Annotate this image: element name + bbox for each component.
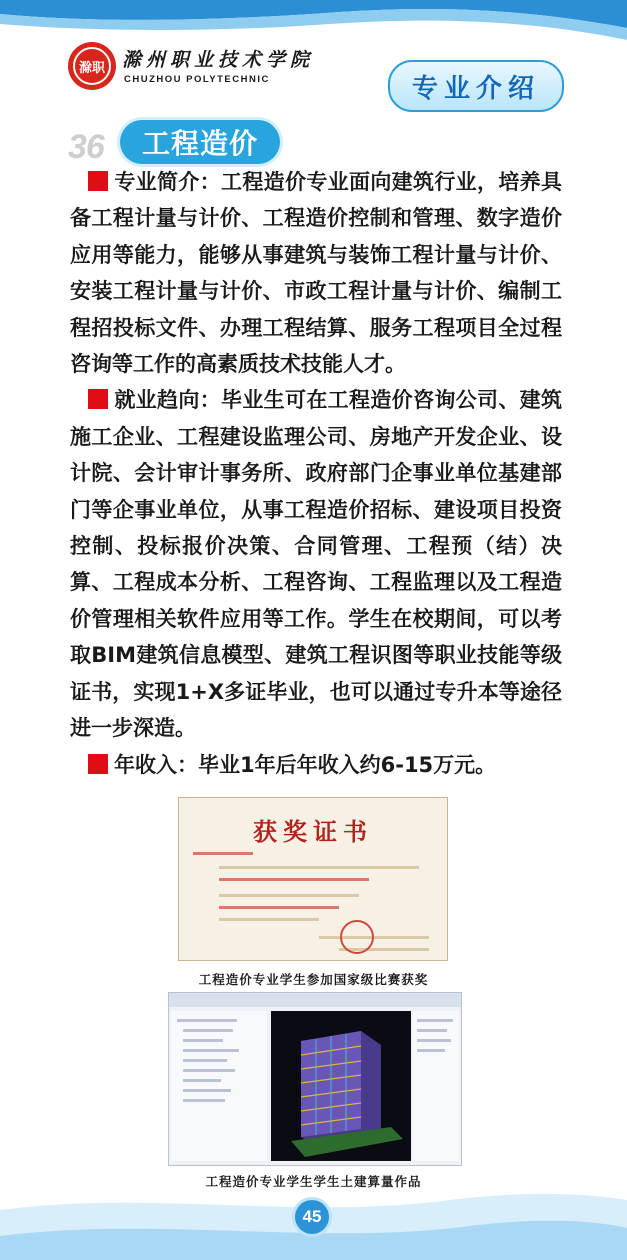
building-model-icon [271,1011,411,1161]
career-text: 毕业生可在工程造价咨询公司、建筑施工企业、工程建设监理公司、房地产开发企业、设计院、会计审计事务所、政府部门企事业单位基建部门等企事业单位，从事工程造价招标、建设项目投资控制、投标报价决策、合同管理、工程预（结）决算、工程成本分析、工程咨询、工程监理以及工程造价管理相关软件应用等工作。学生在校期间，可以考取BIM建筑信息模型、建筑工程识图等职业技能等级证书，实现1+X多证毕业，也可以通过专升本等途径进一步深造。 [70,388,562,741]
certificate-text-line [193,852,253,855]
school-name-en: CHUZHOU POLYTECHNIC [124,74,270,85]
certificate-caption: 工程造价专业学生参加国家级比赛获奖 [198,972,429,987]
income-label: 年收入： [114,752,198,777]
software-toolbar [169,993,461,1007]
income-text: 毕业1年后年收入约6-15万元。 [198,752,497,777]
building-3d-view [271,1011,411,1161]
career-paragraph [70,382,562,746]
major-number: 36 [68,128,104,166]
intro-paragraph [70,164,562,382]
certificate-text-line [219,918,319,921]
intro-text: 工程造价专业面向建筑行业，培养具备工程计量与计价、工程造价控制和管理、数字造价应用等能力，能够从事建筑与装饰工程计量与计价、安装工程计量与计价、市政工程计量与计价、编制工程招投标文件、办理工程结算、服务工程项目全过程咨询等工作的高素质技术技能人才。 [70,170,562,377]
red-square-bullet [88,754,108,774]
income-paragraph [70,747,562,783]
page-number: 45 [295,1200,329,1234]
career-label: 就业趋向： [114,388,221,413]
school-name-cn: 滁州职业技术学院 [122,49,315,71]
logo-emblem-text: 滁职 [73,47,111,85]
red-square-bullet [88,171,108,191]
bim-model-screenshot [168,992,462,1166]
major-title: 工程造价 [120,120,280,164]
red-square-bullet [88,389,108,409]
certificate-seal [340,920,374,954]
software-property-panel [413,1011,459,1161]
award-certificate-image [178,797,448,961]
software-tree-panel [171,1011,267,1161]
intro-label: 专业简介： [114,170,221,194]
major-description [70,164,562,783]
certificate-text-line [219,906,339,909]
certificate-text-line [219,894,359,897]
section-title: 专业介绍 [388,60,564,112]
certificate-heading: 获奖证书 [253,817,373,846]
certificate-text-line [219,866,419,869]
school-logo [68,42,116,90]
certificate-text-line [219,878,369,881]
certificate-text-line [319,936,429,939]
screenshot-caption: 工程造价专业学生学生土建算量作品 [205,1174,422,1189]
